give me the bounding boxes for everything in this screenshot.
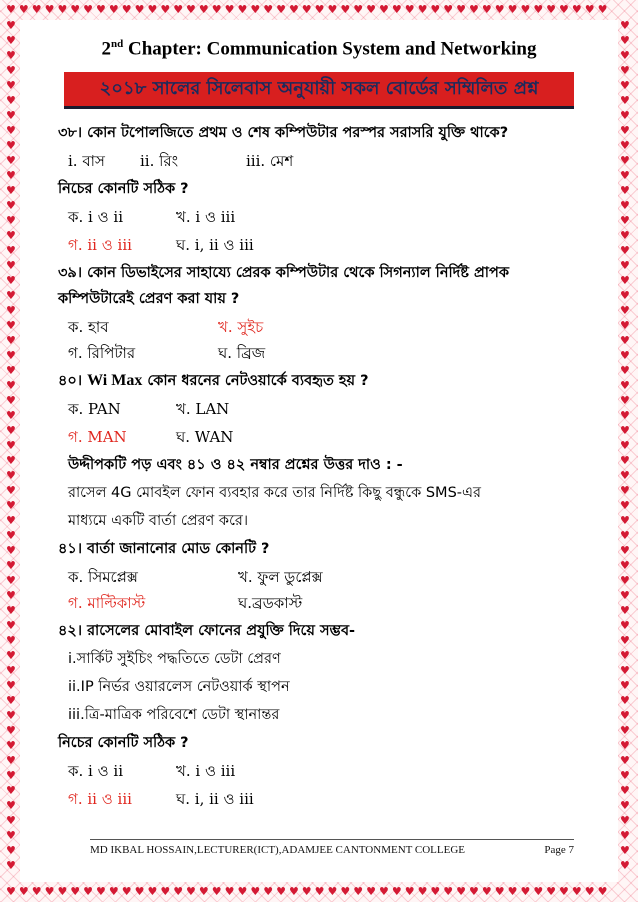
q42-statement-2: ii.IP নির্ভর ওয়ারলেস নেটওয়ার্ক স্থাপন (68, 679, 290, 695)
q39-options-row-1 (68, 316, 608, 341)
section-banner: ২০১৮ সালের সিলেবাস অনুযায়ী সকল বোর্ডের সম্মিলিত প্রশ্ন (64, 72, 574, 109)
chapter-title-text: Chapter: Communication System and Networking (123, 38, 537, 60)
page-body (20, 20, 618, 882)
question-42: ৪২। রাসেলের মোবাইল ফোনের প্রযুক্তি দিয়ে সম্ভব- (58, 623, 356, 639)
q38-options-row-2 (68, 234, 608, 259)
q38-option-c-answer: গ. ii ও iii (68, 236, 132, 254)
q38-statement-3: iii. মেশ (246, 152, 294, 170)
q40-option-b: খ. LAN (176, 400, 230, 418)
stem-text-line-1: রাসেল 4G মোবইল ফোন ব্যবহার করে তার নির্দিষ্ট কিছু বন্ধুকে SMS-এর (68, 485, 482, 501)
question-40-text: কোন ধরনের নেটওয়ার্কে ব্যবহৃত হয় ? (142, 373, 369, 389)
q42-option-b: খ. i ও iii (176, 762, 236, 780)
question-40-wimax: Wi Max (87, 372, 143, 389)
q39-options-row-2 (68, 342, 608, 367)
q42-options-row-2 (68, 788, 608, 813)
stem-instruction: উদ্দীপকটি পড় এবং ৪১ ও ৪২ নম্বার প্রশ্নের উত্তর দাও : - (68, 457, 403, 473)
chapter-ordinal: nd (111, 38, 124, 50)
q41-option-b: খ. ফুল ডুপ্লেক্স (238, 568, 323, 586)
chapter-title (20, 38, 618, 60)
question-40 (58, 370, 608, 394)
q40-option-c-answer: গ. MAN (68, 428, 127, 446)
q38-statements (68, 150, 608, 175)
footer-page-number: Page 7 (544, 844, 574, 856)
q38-option-a: ক. i ও ii (68, 208, 123, 226)
q38-options-row-1 (68, 206, 608, 231)
q38-option-b: খ. i ও iii (176, 208, 236, 226)
heart-border-right: ♥♥♥♥♥♥♥♥♥♥♥♥♥♥♥♥♥♥♥♥♥♥♥♥♥♥♥♥♥♥♥♥♥♥♥♥♥♥♥♥♥♥♥♥♥♥♥♥♥♥♥♥♥♥♥♥♥ (620, 19, 630, 872)
q41-option-a: ক. সিমপ্লেক্স (68, 568, 138, 586)
q38-which-correct: নিচের কোনটি সঠিক ? (58, 181, 189, 197)
q41-options-row-2 (68, 592, 608, 617)
heart-border-top: ♥♥♥♥♥♥♥♥♥♥♥♥♥♥♥♥♥♥♥♥♥♥♥♥♥♥♥♥♥♥♥♥♥♥♥♥♥♥♥♥♥♥♥♥♥♥♥ (6, 4, 611, 16)
q42-option-d: ঘ. i, ii ও iii (176, 790, 254, 808)
q39-option-a: ক. হাব (68, 318, 109, 336)
q40-option-a: ক. PAN (68, 400, 121, 418)
stem-text-line-2: মাধ্যমে একটি বার্তা প্রেরণ করে। (68, 513, 249, 529)
question-41: ৪১। বার্তা জানানোর মোড কোনটি ? (58, 541, 270, 557)
question-39-line-2: কম্পিউটারেই প্রেরণ করা যায় ? (58, 291, 240, 307)
q42-statement-3: iii.ত্রি-মাত্রিক পরিবেশে ডেটা স্থানান্তর (68, 707, 280, 723)
heart-border-bottom: ♥♥♥♥♥♥♥♥♥♥♥♥♥♥♥♥♥♥♥♥♥♥♥♥♥♥♥♥♥♥♥♥♥♥♥♥♥♥♥♥♥♥♥♥♥♥♥ (6, 886, 611, 898)
q40-options-row-2 (68, 426, 608, 451)
page-footer (90, 839, 574, 856)
q42-statement-1: i.সার্কিট সুইচিং পদ্ধতিতে ডেটা প্রেরণ (68, 651, 281, 667)
q41-options-row-1 (68, 566, 608, 591)
q42-options-row-1 (68, 760, 608, 785)
q39-option-c: গ. রিপিটার (68, 344, 136, 362)
q41-option-d: ঘ.ব্রডকাস্ট (238, 594, 303, 612)
q41-option-c-answer: গ. মাল্টিকাস্ট (68, 594, 146, 612)
question-38: ৩৮। কোন টপোলজিতে প্রথম ও শেষ কম্পিউটার পরস্পর সরাসরি যুক্তি থাকে? (58, 125, 509, 141)
q38-statement-2: ii. রিং (140, 152, 179, 170)
q39-option-b-answer: খ. সুইচ (218, 318, 264, 336)
q39-option-d: ঘ. ব্রিজ (218, 344, 266, 362)
q42-which-correct: নিচের কোনটি সঠিক ? (58, 735, 189, 751)
heart-border-left: ♥♥♥♥♥♥♥♥♥♥♥♥♥♥♥♥♥♥♥♥♥♥♥♥♥♥♥♥♥♥♥♥♥♥♥♥♥♥♥♥♥♥♥♥♥♥♥♥♥♥♥♥♥♥♥♥♥ (6, 19, 16, 872)
q42-option-a: ক. i ও ii (68, 762, 123, 780)
q38-statement-1: i. বাস (68, 152, 105, 170)
q40-option-d: ঘ. WAN (176, 428, 234, 446)
q40-options-row-1 (68, 398, 608, 423)
chapter-number: 2 (101, 38, 111, 60)
question-39-line-1: ৩৯। কোন ডিভাইসের সাহায্যে প্রেরক কম্পিউটার থেকে সিগন্যাল নির্দিষ্ট প্রাপক (58, 265, 509, 281)
footer-author: MD IKBAL HOSSAIN,LECTURER(ICT),ADAMJEE CANTONMENT COLLEGE (90, 844, 466, 856)
q38-option-d: ঘ. i, ii ও iii (176, 236, 254, 254)
question-40-number: ৪০। (58, 373, 88, 389)
q42-option-c-answer: গ. ii ও iii (68, 790, 132, 808)
